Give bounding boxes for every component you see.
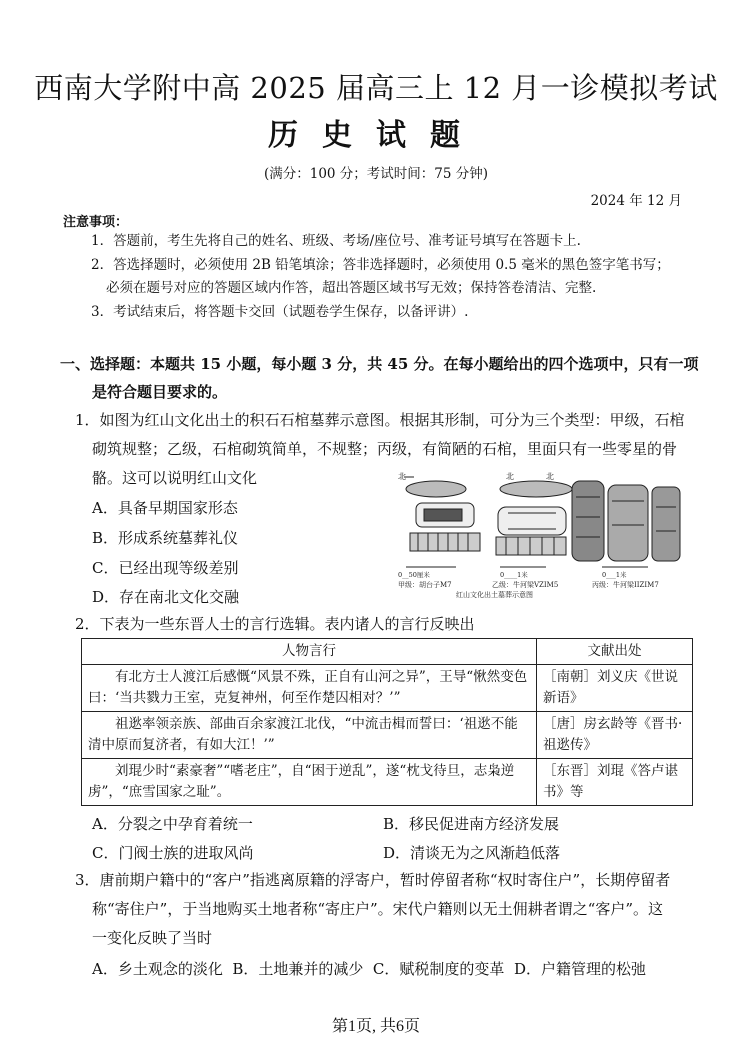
north-label: 北 — [398, 472, 406, 481]
score-time-line: (满分：100 分；考试时间：75 分钟) — [263, 166, 489, 182]
table-row — [82, 712, 693, 759]
q3-options: A．乡土观念的淡化 B．土地兼并的减少 C．赋税制度的变革 D．户籍管理的松弛 — [92, 960, 646, 978]
question-3-stem — [75, 866, 700, 953]
table-row — [82, 665, 693, 712]
source-cell: ［唐］房玄龄等《晋书·祖逖传》 — [537, 712, 693, 759]
table-row — [82, 759, 693, 806]
table-header-row — [82, 639, 693, 665]
north-label: 北 — [506, 472, 514, 481]
stem-line: 骼。这可以说明红山文化 — [92, 469, 258, 487]
page-number: 第1页, 共6页 — [331, 1018, 420, 1035]
column-header: 人物言行 — [82, 639, 537, 665]
section-line: 一、选择题：本题共 15 小题，每小题 3 分，共 45 分。在每小题给出的四个选项中，只有一项 — [60, 355, 699, 373]
column-header: 文献出处 — [537, 639, 693, 665]
stem-line: 1．如图为红山文化出土的积石石棺墓葬示意图。根据其形制，可分为三个类型：甲级，石棺 — [75, 411, 685, 429]
note-item: 3．考试结束后，将答题卡交回（试题卷学生保存，以备评讲）. — [91, 304, 469, 320]
stem-line: 3．唐前期户籍中的“客户”指逃离原籍的浮寄户，暂时停留者称“权时寄住户”，长期停留者 — [75, 871, 671, 889]
q1-option-a: A．具备早期国家形态 — [92, 499, 238, 517]
note-item: 2．答选择题时，必须使用 2B 铅笔填涂；答非选择题时，必须使用 0.5 毫米的黑色签字笔书写； — [91, 257, 670, 273]
stem-line: 砌筑规整；乙级，石棺砌筑简单，不规整；丙级，有简陋的石棺，里面只有一些零星的骨 — [92, 440, 678, 458]
scale-label: 0__50厘米 — [398, 571, 430, 579]
q1-option-d: D．存在南北文化交融 — [92, 588, 240, 606]
stem-line: 称“寄住户”，于当地购买土地者称“寄庄户”。宋代户籍则以无土佣耕者谓之“客户”。这 — [92, 900, 664, 918]
figure-title: 红山文化出土墓葬示意图 — [456, 591, 533, 599]
q2-option-a: A．分裂之中孕育着统一 — [92, 815, 253, 833]
q2-option-d: D．清谈无为之风渐趋低落 — [383, 844, 561, 862]
scale-label: 0____1米 — [500, 571, 528, 579]
subject-title: 历史试题 — [268, 118, 484, 153]
exam-date: 2024 年 12 月 — [590, 193, 682, 209]
notes-heading: 注意事项： — [63, 215, 129, 230]
section-line: 是符合题目要求的。 — [92, 383, 228, 401]
figure-caption: 乙级：牛河梁VZIM5 — [492, 581, 559, 589]
figure-caption: 丙级：牛河梁IIZIM7 — [592, 581, 659, 589]
q2-option-b: B．移民促进南方经济发展 — [383, 815, 560, 833]
north-label: 北 — [546, 472, 554, 481]
q1-option-b: B．形成系统墓葬礼仪 — [92, 529, 239, 547]
quote-cell: 有北方士人渡江后感慨“风景不殊，正自有山河之异”，王导“愀然变色曰：‘当共戮力王室，克复神州，何至作楚囚相对？’” — [82, 665, 537, 712]
source-cell: ［南朝］刘义庆《世说新语》 — [537, 665, 693, 712]
scale-label: 0___1米 — [602, 571, 627, 579]
section-heading — [60, 350, 700, 406]
q2-option-c: C．门阀士族的进取风尚 — [92, 844, 254, 862]
stem-line: 一变化反映了当时 — [92, 929, 213, 947]
quote-cell: 刘琨少时“素豪奢”“嗜老庄”，自“困于逆乱”，遂“枕戈待旦，志枭逆虏”，“庶雪国家之耻”。 — [82, 759, 537, 806]
note-item: 必须在题号对应的答题区域内作答，超出答题区域书写无效；保持答卷清洁、完整. — [106, 280, 597, 296]
note-item: 1．答题前，考生先将自己的姓名、班级、考场/座位号、准考证号填写在答题卡上. — [91, 233, 581, 249]
tomb-diagram-figure — [396, 467, 696, 599]
question-2-stem: 2．下表为一些东晋人士的言行选辑。表内诸人的言行反映出 — [75, 615, 475, 633]
quote-cell: 祖逖率领亲族、部曲百余家渡江北伐，“中流击楫而誓曰：‘祖逖不能清中原而复济者，有如大江！’” — [82, 712, 537, 759]
figure-caption: 甲级：胡台子M7 — [398, 581, 452, 589]
q1-option-c: C．已经出现等级差别 — [92, 559, 239, 577]
exam-title: 西南大学附中高 2025 届高三上 12 月一诊模拟考试 — [34, 71, 718, 105]
source-cell: ［东晋］刘琨《答卢谌书》等 — [537, 759, 693, 806]
quotes-table — [81, 638, 693, 806]
